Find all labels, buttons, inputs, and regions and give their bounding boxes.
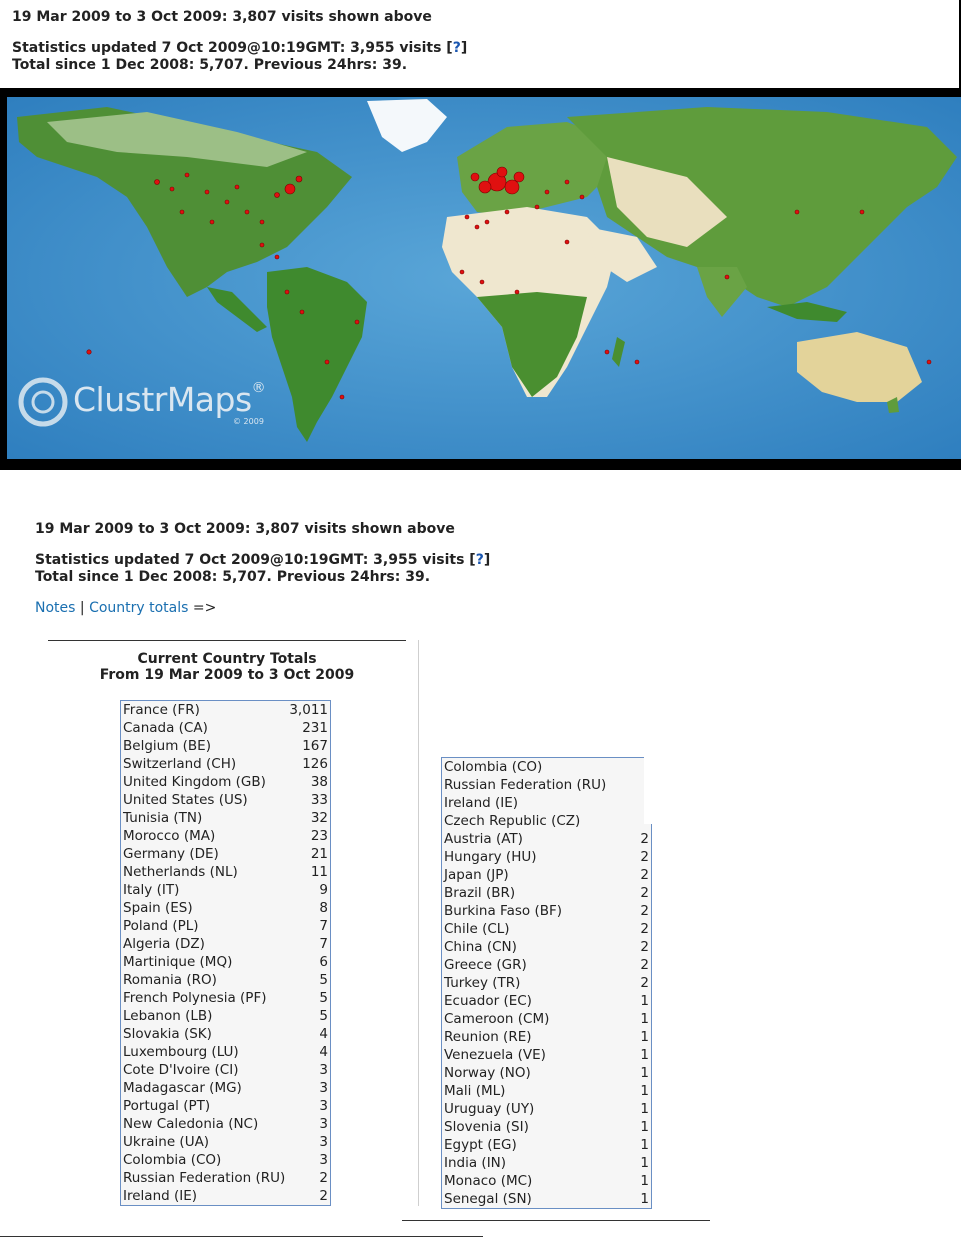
country-name: Cameroon (CM)	[444, 1011, 550, 1027]
country-name: Slovenia (SI)	[444, 1119, 529, 1135]
visit-count: 3	[319, 1080, 328, 1096]
visit-count: 2	[319, 1188, 328, 1204]
country-name: Greece (GR)	[444, 957, 527, 973]
lower-stats-updated-prefix: Statistics updated 7 Oct 2009@10:19GMT: 3,955 visits [	[35, 552, 476, 568]
country-name: Madagascar (MG)	[123, 1080, 242, 1096]
table-row	[442, 1028, 652, 1046]
country-name: Lebanon (LB)	[123, 1008, 213, 1024]
visit-count: 2	[640, 849, 649, 865]
visit-count: 5	[319, 990, 328, 1006]
country-name: Egypt (EG)	[444, 1137, 517, 1153]
column-separator	[418, 640, 419, 1206]
country-name: French Polynesia (PF)	[123, 990, 267, 1006]
country-name: Portugal (PT)	[123, 1098, 211, 1114]
visit-count: 2	[319, 1170, 328, 1186]
map-image[interactable]	[7, 97, 961, 459]
country-name: Hungary (HU)	[444, 849, 537, 865]
stats-updated-text	[12, 40, 467, 57]
table-row	[121, 719, 331, 737]
table-row	[121, 899, 331, 917]
visit-count: 3	[319, 1116, 328, 1132]
country-name: Ireland (IE)	[123, 1188, 198, 1204]
country-name: Senegal (SN)	[444, 1191, 532, 1207]
country-name: India (IN)	[444, 1155, 507, 1171]
country-name: Tunisia (TN)	[123, 810, 203, 826]
clustrmaps-world-map[interactable]	[0, 88, 961, 470]
country-name: Slovakia (SK)	[123, 1026, 212, 1042]
visit-count: 1	[640, 1029, 649, 1045]
visit-count: 8	[319, 900, 328, 916]
visit-count: 21	[310, 846, 328, 862]
visit-count: 4	[319, 1044, 328, 1060]
table-row	[121, 755, 331, 773]
table-row	[442, 974, 652, 992]
country-name: Mali (ML)	[444, 1083, 506, 1099]
country-name: Colombia (CO)	[444, 759, 543, 775]
table-row	[121, 1079, 331, 1097]
visit-count: 7	[319, 918, 328, 934]
table-row	[442, 938, 652, 956]
table-row	[442, 1172, 652, 1190]
notes-row	[35, 600, 216, 616]
visit-count: 1	[640, 1173, 649, 1189]
divider-top	[48, 640, 406, 641]
country-name: Ecuador (EC)	[444, 993, 532, 1009]
country-name: Switzerland (CH)	[123, 756, 237, 772]
visit-count: 167	[302, 738, 328, 754]
country-name: Norway (NO)	[444, 1065, 531, 1081]
country-name: Germany (DE)	[123, 846, 219, 862]
country-name: Netherlands (NL)	[123, 864, 238, 880]
country-name: Austria (AT)	[444, 831, 523, 847]
table-row	[121, 1097, 331, 1115]
country-name: Poland (PL)	[123, 918, 199, 934]
table-row	[121, 827, 331, 845]
table-row	[121, 1133, 331, 1151]
top-stats-panel	[0, 0, 961, 88]
visit-count: 231	[302, 720, 328, 736]
visit-count: 1	[640, 1155, 649, 1171]
table-row	[442, 1010, 652, 1028]
visit-count: 9	[319, 882, 328, 898]
table-row	[442, 1190, 652, 1209]
table-row	[121, 881, 331, 899]
table-row	[442, 776, 652, 794]
table-row	[442, 794, 652, 812]
visit-count: 23	[310, 828, 328, 844]
lower-total-since-text: Total since 1 Dec 2008: 5,707. Previous 24hrs: 39.	[35, 569, 431, 585]
visit-count: 1	[640, 993, 649, 1009]
visit-count: 2	[640, 885, 649, 901]
visit-count: 1	[640, 1011, 649, 1027]
table-row	[121, 1151, 331, 1169]
visits-range-text: 19 Mar 2009 to 3 Oct 2009: 3,807 visits shown above	[12, 9, 432, 25]
visit-count: 1	[640, 1191, 649, 1207]
country-name: China (CN)	[444, 939, 517, 955]
visit-count: 2	[640, 831, 649, 847]
table-row	[442, 830, 652, 848]
table-row	[442, 1100, 652, 1118]
visit-count: 2	[640, 975, 649, 991]
table-row	[121, 1187, 331, 1206]
table-row	[442, 884, 652, 902]
visit-count: 32	[310, 810, 328, 826]
table-row	[121, 1169, 331, 1187]
country-name: Ukraine (UA)	[123, 1134, 210, 1150]
table-row	[442, 1046, 652, 1064]
country-name: Italy (IT)	[123, 882, 180, 898]
country-name: Martinique (MQ)	[123, 954, 233, 970]
country-name: Turkey (TR)	[444, 975, 521, 991]
visit-count: 3	[319, 1152, 328, 1168]
visit-count: 1	[640, 1047, 649, 1063]
country-name: United States (US)	[123, 792, 248, 808]
visit-count: 1	[640, 1101, 649, 1117]
visit-count: 2	[640, 867, 649, 883]
country-name: Monaco (MC)	[444, 1173, 533, 1189]
country-name: United Kingdom (GB)	[123, 774, 266, 790]
japan	[857, 192, 869, 227]
table-row	[442, 956, 652, 974]
visit-count: 7	[319, 936, 328, 952]
table-row	[121, 701, 331, 720]
table-row	[121, 1043, 331, 1061]
table-row	[442, 992, 652, 1010]
table-row	[442, 758, 652, 777]
lower-stats-updated-text	[35, 552, 490, 569]
visit-count: 2	[640, 903, 649, 919]
visit-count: 1	[640, 1119, 649, 1135]
country-name: Colombia (CO)	[123, 1152, 222, 1168]
visit-count: 4	[319, 1026, 328, 1042]
copyright-text: © 2009	[233, 417, 264, 426]
visit-count: 38	[310, 774, 328, 790]
visit-count: 3,011	[289, 702, 328, 718]
visit-count: 2	[640, 939, 649, 955]
help-link[interactable]: ?	[452, 40, 461, 56]
visit-count: 2	[640, 921, 649, 937]
country-name: New Caledonia (NC)	[123, 1116, 259, 1132]
table-row	[121, 773, 331, 791]
table-row	[442, 866, 652, 884]
brand-text: ClustrMaps®	[73, 380, 266, 419]
table-row	[442, 1064, 652, 1082]
table-row	[121, 863, 331, 881]
table-row	[121, 953, 331, 971]
country-name: Japan (JP)	[444, 867, 509, 883]
table-row	[121, 809, 331, 827]
stats-updated-prefix: Statistics updated 7 Oct 2009@10:19GMT: 3,955 visits [	[12, 40, 453, 56]
table-row	[442, 920, 652, 938]
country-name: Burkina Faso (BF)	[444, 903, 562, 919]
visit-count: 5	[319, 972, 328, 988]
table-row	[442, 1082, 652, 1100]
arrow-text: =>	[192, 600, 217, 616]
totals-subtitle: From 19 Mar 2009 to 3 Oct 2009	[99, 667, 355, 683]
visit-count: 6	[319, 954, 328, 970]
country-name: Belgium (BE)	[123, 738, 211, 754]
table-row	[121, 1115, 331, 1133]
country-name: Cote D'Ivoire (CI)	[123, 1062, 239, 1078]
country-name: Brazil (BR)	[444, 885, 516, 901]
totals-title: Current Country Totals	[137, 651, 317, 667]
visit-count: 3	[319, 1098, 328, 1114]
table-row	[121, 989, 331, 1007]
table-row	[442, 812, 652, 830]
country-table-2	[441, 757, 652, 1209]
divider-bottom-right	[402, 1220, 710, 1221]
visit-count: 1	[640, 1083, 649, 1099]
country-name: Venezuela (VE)	[444, 1047, 546, 1063]
totals-heading	[60, 651, 394, 683]
country-name: Spain (ES)	[123, 900, 193, 916]
country-name: Czech Republic (CZ)	[444, 813, 581, 829]
visit-count: 3	[319, 1062, 328, 1078]
stats-updated-suffix: ]	[460, 40, 468, 56]
blank-panel	[644, 472, 944, 824]
table-row	[442, 848, 652, 866]
separator: |	[79, 600, 85, 616]
table-row	[121, 845, 331, 863]
country-name: Canada (CA)	[123, 720, 208, 736]
table-row	[121, 791, 331, 809]
visit-count: 1	[640, 1065, 649, 1081]
visit-count: 11	[310, 864, 328, 880]
table-row	[121, 737, 331, 755]
visit-count: 5	[319, 1008, 328, 1024]
visit-count: 33	[310, 792, 328, 808]
visit-count: 126	[302, 756, 328, 772]
table-row	[442, 1154, 652, 1172]
country-name: Luxembourg (LU)	[123, 1044, 239, 1060]
country-name: Morocco (MA)	[123, 828, 216, 844]
country-name: Romania (RO)	[123, 972, 217, 988]
country-name: Ireland (IE)	[444, 795, 519, 811]
country-name: Russian Federation (RU)	[444, 777, 607, 793]
country-table-1	[120, 700, 331, 1206]
visit-count: 1	[640, 1137, 649, 1153]
notes-link[interactable]: Notes	[35, 600, 76, 616]
table-row	[121, 1061, 331, 1079]
table-row	[121, 1025, 331, 1043]
lower-visits-range-text: 19 Mar 2009 to 3 Oct 2009: 3,807 visits shown above	[35, 521, 455, 537]
country-name: Reunion (RE)	[444, 1029, 532, 1045]
table-row	[121, 1007, 331, 1025]
table-row	[121, 971, 331, 989]
table-row	[442, 902, 652, 920]
lower-help-link[interactable]: ?	[475, 552, 484, 568]
country-name: France (FR)	[123, 702, 200, 718]
total-since-text: Total since 1 Dec 2008: 5,707. Previous 24hrs: 39.	[12, 57, 408, 73]
visit-count: 2	[640, 957, 649, 973]
country-totals-link[interactable]: Country totals	[89, 600, 189, 616]
lower-stats-updated-suffix: ]	[483, 552, 491, 568]
table-row	[121, 935, 331, 953]
country-name: Russian Federation (RU)	[123, 1170, 286, 1186]
country-name: Uruguay (UY)	[444, 1101, 535, 1117]
table-row	[121, 917, 331, 935]
visit-count: 3	[319, 1134, 328, 1150]
country-name: Chile (CL)	[444, 921, 510, 937]
table-row	[442, 1136, 652, 1154]
table-row	[442, 1118, 652, 1136]
country-name: Algeria (DZ)	[123, 936, 205, 952]
